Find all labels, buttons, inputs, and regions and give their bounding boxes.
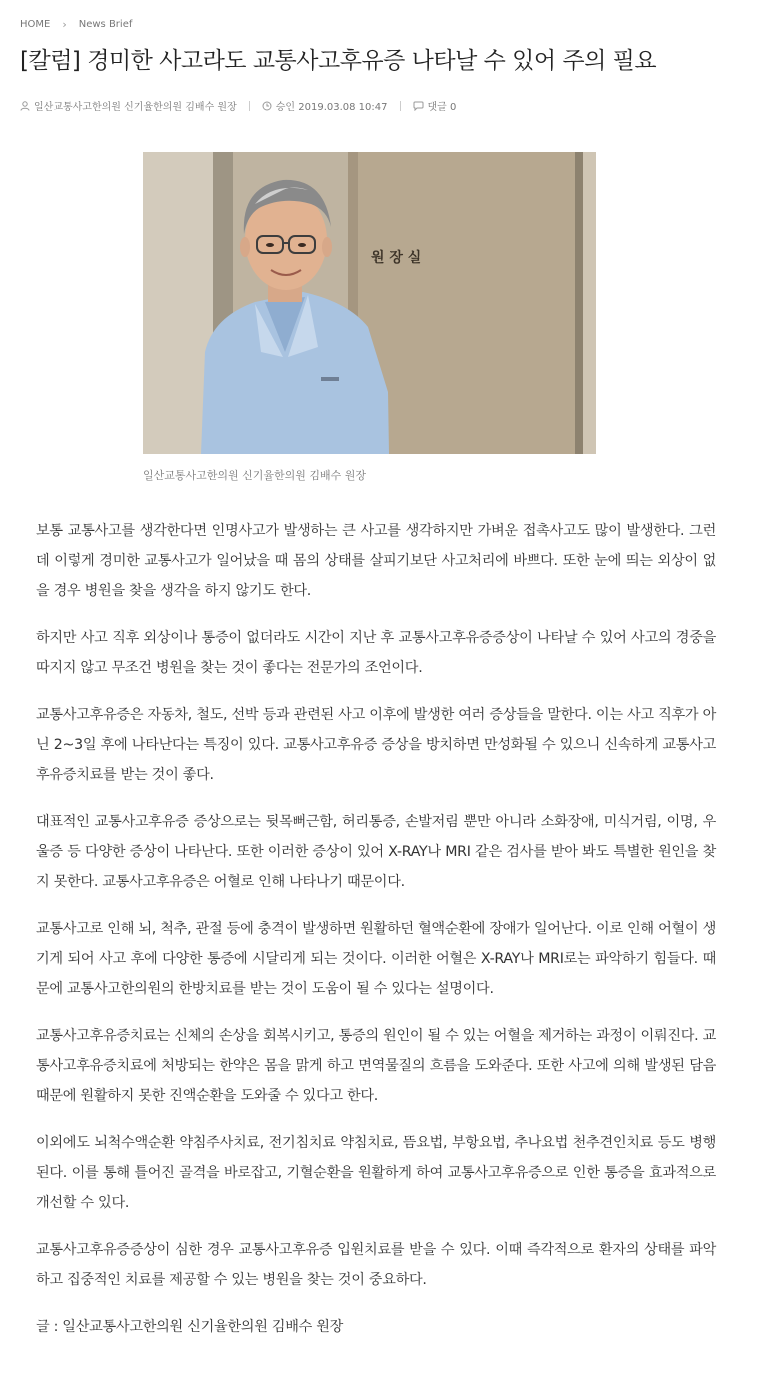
comment-icon <box>413 101 424 111</box>
chevron-right-icon: › <box>62 18 67 31</box>
article-paragraph: 이외에도 뇌척수액순환 약침주사치료, 전기침치료 약침치료, 뜸요법, 부항요법, 추나요법 천추견인치료 등도 병행된다. 이를 통해 틀어진 골격을 바로잡고, 기혈순환을 원활하게 하여 교통사고후유증으로 인한 통증을 효과적으로 개선할 수 있다. <box>36 1135 716 1211</box>
article-paragraph: 대표적인 교통사고후유증 증상으로는 뒷목뻐근함, 허리통증, 손발저림 뿐만 아니라 소화장애, 미식거림, 이명, 우울증 등 다양한 증상이 나타난다. 또한 이러한 증상이 있어 X-RAY나 MRI 같은 검사를 받아 봐도 특별한 원인을 찾지 못한다. 교통사고후유증은 어혈로 인해 나타나기 때문이다. <box>36 814 716 890</box>
article-paragraph: 교통사고로 인해 뇌, 척추, 관절 등에 충격이 발생하면 원활하던 혈액순환에 장애가 일어난다. 이로 인해 어혈이 생기게 되어 사고 후에 다양한 통증에 시달리게 되는 것이다. 이러한 어혈은 X-RAY나 MRI로는 파악하기 힘들다. 때문에 교통사고한의원의 한방치료를 받는 것이 도움이 될 수 있다는 설명이다. <box>36 921 716 997</box>
breadcrumb <box>20 18 132 31</box>
breadcrumb-section-link[interactable]: News Brief <box>78 19 133 30</box>
meta-divider <box>249 101 250 111</box>
article-meta <box>20 98 456 113</box>
meta-divider <box>400 101 401 111</box>
user-icon <box>20 101 30 111</box>
article-byline: 글 : 일산교통사고한의원 신기율한의원 김배수 원장 <box>36 1319 344 1335</box>
photo-caption: 일산교통사고한의원 신기율한의원 김배수 원장 <box>143 469 367 482</box>
article-paragraph: 하지만 사고 직후 외상이나 통증이 없더라도 시간이 지난 후 교통사고후유증증상이 나타날 수 있어 사고의 경중을 따지지 않고 무조건 병원을 찾는 것이 좋다는 전문가의 조언이다. <box>36 630 716 676</box>
article-paragraph: 교통사고후유증치료는 신체의 손상을 회복시키고, 통증의 원인이 될 수 있는 어혈을 제거하는 과정이 이뤄진다. 교통사고후유증치료에 처방되는 한약은 몸을 맑게 하고 면역물질의 흐름을 도와준다. 또한 사고에 의해 발생된 담음 때문에 원활하지 못한 진액순환을 도와줄 수 있다고 한다. <box>36 1028 716 1104</box>
approved-info <box>262 98 388 113</box>
article-paragraph: 교통사고후유증은 자동차, 철도, 선박 등과 관련된 사고 이후에 발생한 여러 증상들을 말한다. 이는 사고 직후가 아닌 2~3일 후에 나타난다는 특징이 있다. 교통사고후유증 증상을 방치하면 만성화될 수 있으니 신속하게 교통사고후유증치료를 받는 것이 좋다. <box>36 707 716 783</box>
clock-icon <box>262 101 272 111</box>
article-body <box>36 516 716 1359</box>
approved-date: 승인 2019.03.08 10:47 <box>275 102 388 113</box>
author-info <box>20 98 237 113</box>
comment-count[interactable]: 댓글 0 <box>427 102 457 113</box>
article-paragraph: 보통 교통사고를 생각한다면 인명사고가 발생하는 큰 사고를 생각하지만 가벼운 접촉사고도 많이 발생한다. 그런데 이렇게 경미한 교통사고가 일어났을 때 몸의 상태를 살피기보단 사고처리에 바쁘다. 또한 눈에 띄는 외상이 없을 경우 병원을 찾을 생각을 하지 않기도 한다. <box>36 523 716 599</box>
door-sign: 원 장 실 <box>371 250 422 266</box>
author-name: 일산교통사고한의원 신기율한의원 김배수 원장 <box>34 102 237 113</box>
article-title: [칼럼] 경미한 사고라도 교통사고후유증 나타날 수 있어 주의 필요 <box>20 48 657 74</box>
breadcrumb-home-link[interactable]: HOME <box>20 19 51 30</box>
article-photo <box>143 152 596 454</box>
article-paragraph: 교통사고후유증증상이 심한 경우 교통사고후유증 입원치료를 받을 수 있다. 이때 즉각적으로 환자의 상태를 파악하고 집중적인 치료를 제공할 수 있는 병원을 찾는 것이 중요하다. <box>36 1242 716 1288</box>
comments-info[interactable] <box>413 98 457 113</box>
